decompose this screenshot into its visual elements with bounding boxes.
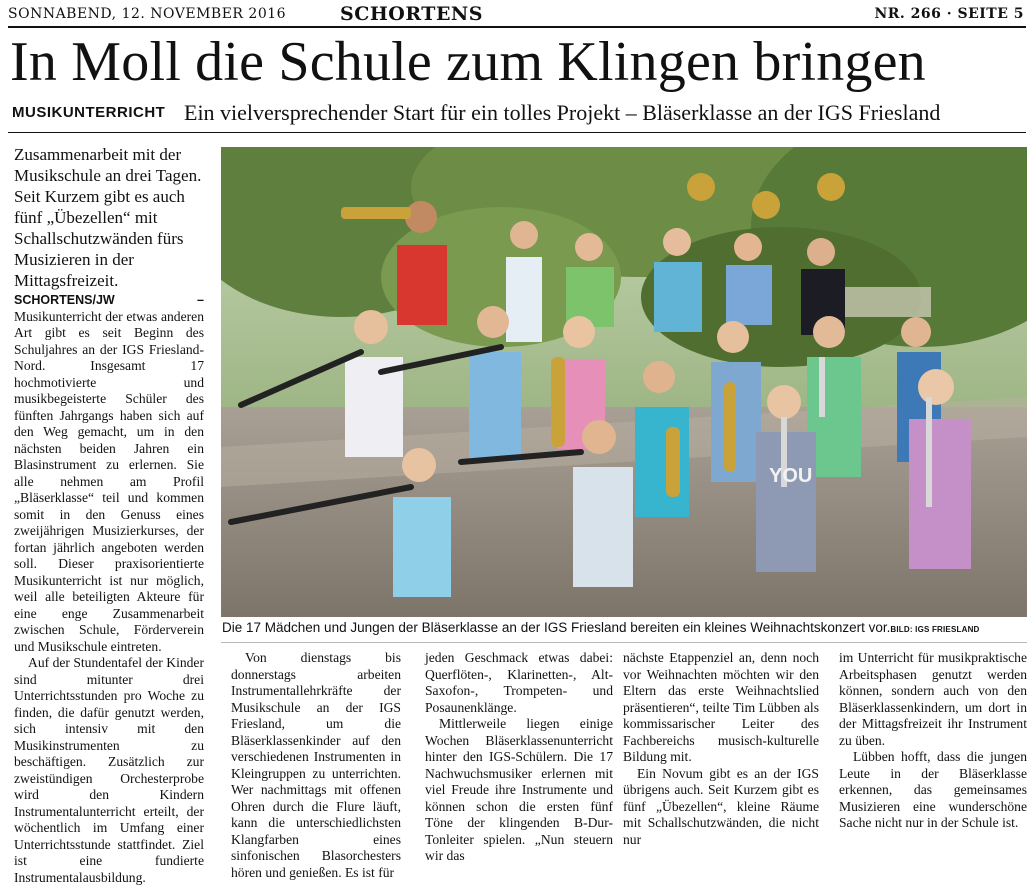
issue-page: NR. 266 · SEITE 5 — [874, 6, 1024, 22]
photo-caption — [222, 620, 1028, 635]
paragraph: Lübben hofft, dass die jungen Leute in der Bläserklasse erkennen, das gemeinsames Musizieren eine wunderschöne Sache nicht nur in der Schule ist. — [839, 749, 1027, 830]
headline: In Moll die Schule zum Klingen bringen — [10, 31, 926, 93]
intro-text: Zusammenarbeit mit der Musikschule an drei Tagen. Seit Kurzem gibt es auch fünf „Übezellen“ mit Schallschutzwänden fürs Musizieren in der Mittagsfreizeit. — [14, 145, 202, 290]
section-name: SCHORTENS — [340, 3, 484, 25]
paragraph: Musikunterricht der etwas anderen Art gibt es seit Beginn des Schuljahres an der IGS Friesland-Nord. Insgesamt 17 hochmotivierte und musikbegeisterte Schüler des fünften Jahrgangs haben sich auf den Weg gemacht, um in den nächsten beiden Jahren ein Blasinstrument zu erlernen. Sie alle nehmen am Profil „Bläserklasse“ teil und kommen somit in den Genuss eines zweijährigen Musizierkurses, der fortan jährlich angeboten werden soll. Dieser praxisorientierte Musikunterricht ist nur möglich, weil alle beteiligten Akteure für eine enge Zusammenarbeit zwischen Schule, Förderverein und Musikschule eintreten. — [14, 308, 204, 654]
caption-text: Die 17 Mädchen und Jungen der Bläserklasse an der IGS Friesland bereiten ein kleines Weihnachtskonzert vor. — [222, 620, 891, 635]
photo-credit: BILD: IGS FRIESLAND — [890, 625, 980, 634]
paragraph: Auf der Stundentafel der Kinder sind mitunter drei Unterrichtsstunden pro Woche zu finden, die dafür genutzt werden, sich intensiv mit den Musikinstrumenten zu beschäftigen. Zusätzlich zur zweistündigen Orchesterprobe wird den Kindern Instrumentalunterricht erteilt, der wöchentlich im Umfang einer Unterrichtsstunde stattfindet. Ziel ist eine fundierte Instrumentalausbildung. — [14, 655, 204, 885]
paragraph: im Unterricht für musikpraktische Arbeitsphasen genutzt werden können, sondern auch von den Bläserklassenkindern, um dort in der Mittagsfreizeit ihr Instrument zu üben. — [839, 650, 1027, 748]
article-column-5 — [839, 650, 1027, 832]
article-column-3 — [425, 650, 613, 865]
article-column-1 — [14, 292, 204, 886]
photo-illustration — [221, 147, 1027, 617]
subheadline: Ein vielversprechender Start für ein tolles Projekt – Bläserklasse an der IGS Friesland — [184, 100, 941, 125]
caption-rule — [221, 642, 1027, 643]
issue-date: SONNABEND, 12. NOVEMBER 2016 — [8, 6, 287, 22]
article-column-2 — [231, 650, 401, 881]
paragraph: Ein Novum gibt es an der IGS übrigens auch. Seit Kurzem gibt es fünf „Übezellen“, kleine Räume mit Schallschutzwänden, die nicht nur — [623, 765, 819, 847]
paragraph: Mittlerweile liegen einige Wochen Bläserklassenunterricht hinter den IGS-Schülern. Die 17 Nachwuchsmusiker erlernen mit viel Freude ihre Instrumente und können schon die ersten fünf Töne der klingenden B-Dur-Tonleiter spielen. „Nun steuern wir das — [425, 716, 613, 863]
paragraph: Von dienstags bis donnerstags arbeiten Instrumentallehrkräfte der Musikschule an der IGS Friesland, um die Bläserklassenkinder auf den verschiedenen Instrumenten in Kleingruppen zu unterrichten. Wer nachmittags mit offenen Ohren durch die Flure läuft, kann die unterschiedlichsten Klangfarben eines sinfonischen Blasorchesters hören und genießen. Es ist für — [231, 650, 401, 880]
article-photo — [221, 147, 1027, 617]
dateline: SCHORTENS/JW – — [14, 293, 204, 307]
shirt-print: YOU — [769, 465, 813, 487]
article-column-4 — [623, 650, 819, 848]
kicker: MUSIKUNTERRICHT — [12, 104, 166, 121]
paragraph: jeden Geschmack etwas dabei: Querflöten-, Klarinetten-, Alt-Saxofon-, Trompeten- und Posaunenklänge. — [425, 650, 613, 715]
paragraph: nächste Etappenziel an, denn noch vor Weihnachten möchten wir den Eltern das erste Weihnachtslied präsentieren“, teilte Tim Lübben als kommissarischer Leiter des Fachbereichs musisch-kulturelle Bildung mit. — [623, 650, 819, 764]
divider — [8, 132, 1026, 133]
